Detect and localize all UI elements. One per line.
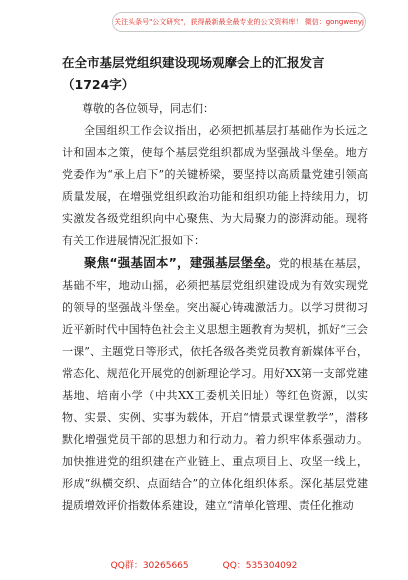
section-heading: 聚焦“强基固本”，建强基层堡垒。	[84, 255, 279, 270]
greeting: 尊敬的各位领导，同志们：	[82, 102, 214, 115]
paragraph-2	[62, 252, 368, 517]
document-body	[62, 52, 368, 517]
qq-number: QQ：535304092	[222, 561, 298, 571]
qq-group: QQ群：30265665	[110, 561, 189, 571]
paragraph-2-text: 党的根基在基层，基础不牢，地动山摇，必须把基层党组织建设成为有效实现党的领导的坚强战斗堡垒。突出凝心铸魂激活力。以学习贯彻习近平新时代中国特色社会主义思想主题教育为契机，抓好“三会一课”、主题党日等形式，依托各级各类党员教育新媒体平台，常态化、规范化开展党的创新理论学习。用好XX第一支部党建基地、培南小学（中共XX工委机关旧址）等红色资源，以实物、实景、实例、实事为载体，开启“情景式课堂教学”，潜移默化增强党员干部的思想力和行动力。着力织牢体系强动力。加快推进党的组织建在产业链上、重点项目上、攻坚一线上，形成“纵横交织、点面结合”的立体化组织体系。深化基层党建提质增效评价指数体系建设，建立“清单化管理、责任化推动	[62, 257, 368, 512]
paragraph-1: 全国组织工作会议指出，必须把抓基层打基础作为长远之计和固本之策，使每个基层党组织都成为坚强战斗堡垒。地方党委作为“承上启下”的关键桥梁，要坚持以高质量党建引领高质量发展，在增强党组织政治功能和组织功能上持续用力，切实激发各级党组织向中心聚焦、为大局聚力的澎湃动能。现将有关工作进展情况汇报如下：	[62, 124, 368, 247]
footer	[0, 558, 408, 571]
promo-banner: 关注头条号"公文研究"，获得最新最全最专业的公文资料库！ 微信：gongwenyj	[112, 12, 366, 32]
page-title: 在全市基层党组织建设现场观摩会上的汇报发言（1724字）	[62, 55, 325, 92]
